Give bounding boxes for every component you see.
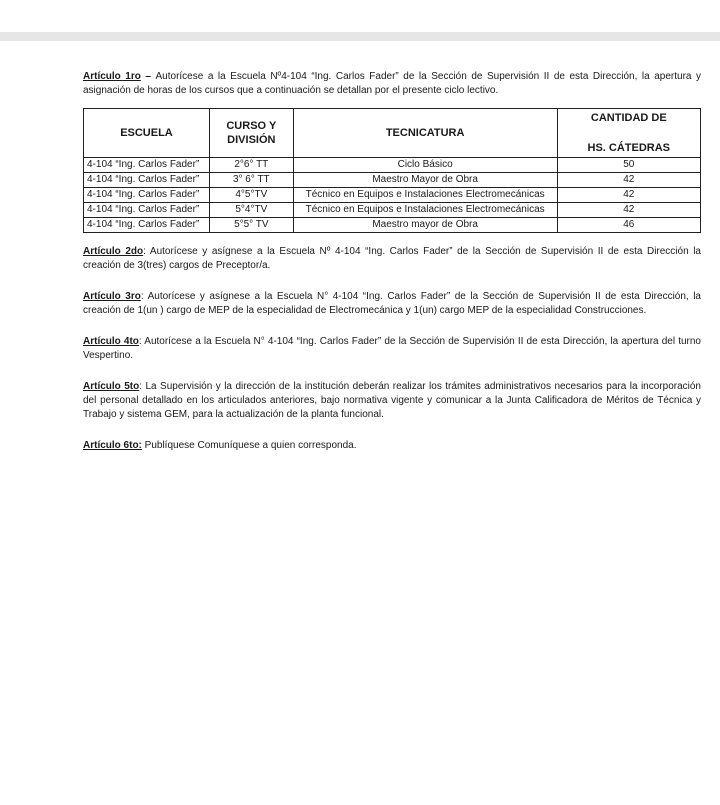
cell-tecnicatura: Ciclo Básico	[293, 158, 557, 173]
article-3-text: Autorícese y asígnese a la Escuela N° 4-104 “Ing. Carlos Fader” de la Sección de Supervisión II de esta Dirección, la creación de 1(un ) cargo de MEP de la especialidad de Electromecánica y 1(un) cargo MEP de la especialidad Construcciones.	[83, 291, 701, 316]
cell-horas: 42	[557, 203, 700, 218]
cell-curso: 5°4°TV	[209, 203, 293, 218]
header-curso-line2: DIVISIÓN	[227, 134, 276, 146]
header-cantidad-line1: CANTIDAD DE	[590, 112, 667, 124]
article-6	[83, 439, 701, 453]
header-curso-division	[209, 109, 293, 158]
cell-escuela: 4-104 “Ing. Carlos Fader”	[84, 173, 210, 188]
article-4-colon: :	[138, 336, 145, 347]
article-4-label: Artículo 4to	[83, 336, 139, 347]
table-row	[84, 173, 701, 188]
header-curso-line1: CURSO Y	[226, 120, 277, 132]
article-1-text: Autorícese a la Escuela Nº4-104 “Ing. Carlos Fader” de la Sección de Supervisión II de esta Dirección, la apertura y asignación de horas de los cursos que a continuación se detallan por el presente ciclo lectivo.	[83, 71, 701, 96]
article-1-dash: –	[145, 71, 156, 82]
cell-horas: 42	[557, 188, 700, 203]
cell-curso: 3° 6° TT	[209, 173, 293, 188]
article-2-text: Autorícese y asígnese a la Escuela Nº 4-104 “Ing. Carlos Fader” de la Sección de Supervisión II de esta Dirección la creación de 3(tres) cargos de Preceptor/a.	[83, 246, 701, 271]
cell-escuela: 4-104 “Ing. Carlos Fader”	[84, 188, 210, 203]
article-2	[83, 245, 701, 273]
article-3-label: Artículo 3ro	[83, 291, 141, 302]
document-body	[83, 70, 701, 453]
article-5	[83, 380, 701, 422]
article-1-label: Artículo 1ro	[83, 71, 141, 82]
cell-tecnicatura: Maestro mayor de Obra	[293, 218, 557, 233]
cell-escuela: 4-104 “Ing. Carlos Fader”	[84, 203, 210, 218]
article-3-colon: :	[140, 291, 148, 302]
cell-curso: 5°5° TV	[209, 218, 293, 233]
header-cantidad-line2: HS. CÁTEDRAS	[587, 142, 671, 154]
table-row	[84, 188, 701, 203]
header-cantidad	[557, 109, 700, 158]
top-gray-band	[0, 32, 720, 41]
article-3	[83, 290, 701, 318]
cell-escuela: 4-104 “Ing. Carlos Fader”	[84, 218, 210, 233]
cell-horas: 42	[557, 173, 700, 188]
header-tecnicatura: TECNICATURA	[293, 109, 557, 158]
article-4	[83, 335, 701, 363]
table-row	[84, 203, 701, 218]
courses-table	[83, 108, 701, 233]
header-escuela: ESCUELA	[84, 109, 210, 158]
cell-horas: 50	[557, 158, 700, 173]
article-6-text: Publíquese Comuníquese a quien corresponda.	[144, 440, 357, 451]
article-5-colon: :	[139, 381, 146, 392]
table-row	[84, 218, 701, 233]
cell-curso: 2°6° TT	[209, 158, 293, 173]
article-2-colon: :	[143, 246, 150, 257]
cell-horas: 46	[557, 218, 700, 233]
cell-tecnicatura: Maestro Mayor de Obra	[293, 173, 557, 188]
article-2-label: Artículo 2do	[83, 246, 144, 257]
table-header-row	[84, 109, 701, 158]
table-row	[84, 158, 701, 173]
cell-curso: 4°5°TV	[209, 188, 293, 203]
cell-tecnicatura: Técnico en Equipos e Instalaciones Electromecánicas	[293, 203, 557, 218]
article-1	[83, 70, 701, 98]
article-4-text: Autorícese a la Escuela N° 4-104 “Ing. Carlos Fader” de la Sección de Supervisión II de esta Dirección, la apertura del turno Vespertino.	[83, 336, 701, 361]
cell-escuela: 4-104 “Ing. Carlos Fader”	[84, 158, 210, 173]
cell-tecnicatura: Técnico en Equipos e Instalaciones Electromecánicas	[293, 188, 557, 203]
article-6-label: Artículo 6to:	[83, 440, 142, 451]
article-5-label: Artículo 5to	[83, 381, 140, 392]
article-5-text: La Supervisión y la dirección de la institución deberán realizar los trámites administrativos necesarios para la incorporación del personal detallado en los articulados anteriores, bajo normativa vigente y comunicar a la Junta Calificadora de Méritos de Técnica y Trabajo y sistema GEM, para la actualización de la planta funcional.	[83, 381, 701, 420]
